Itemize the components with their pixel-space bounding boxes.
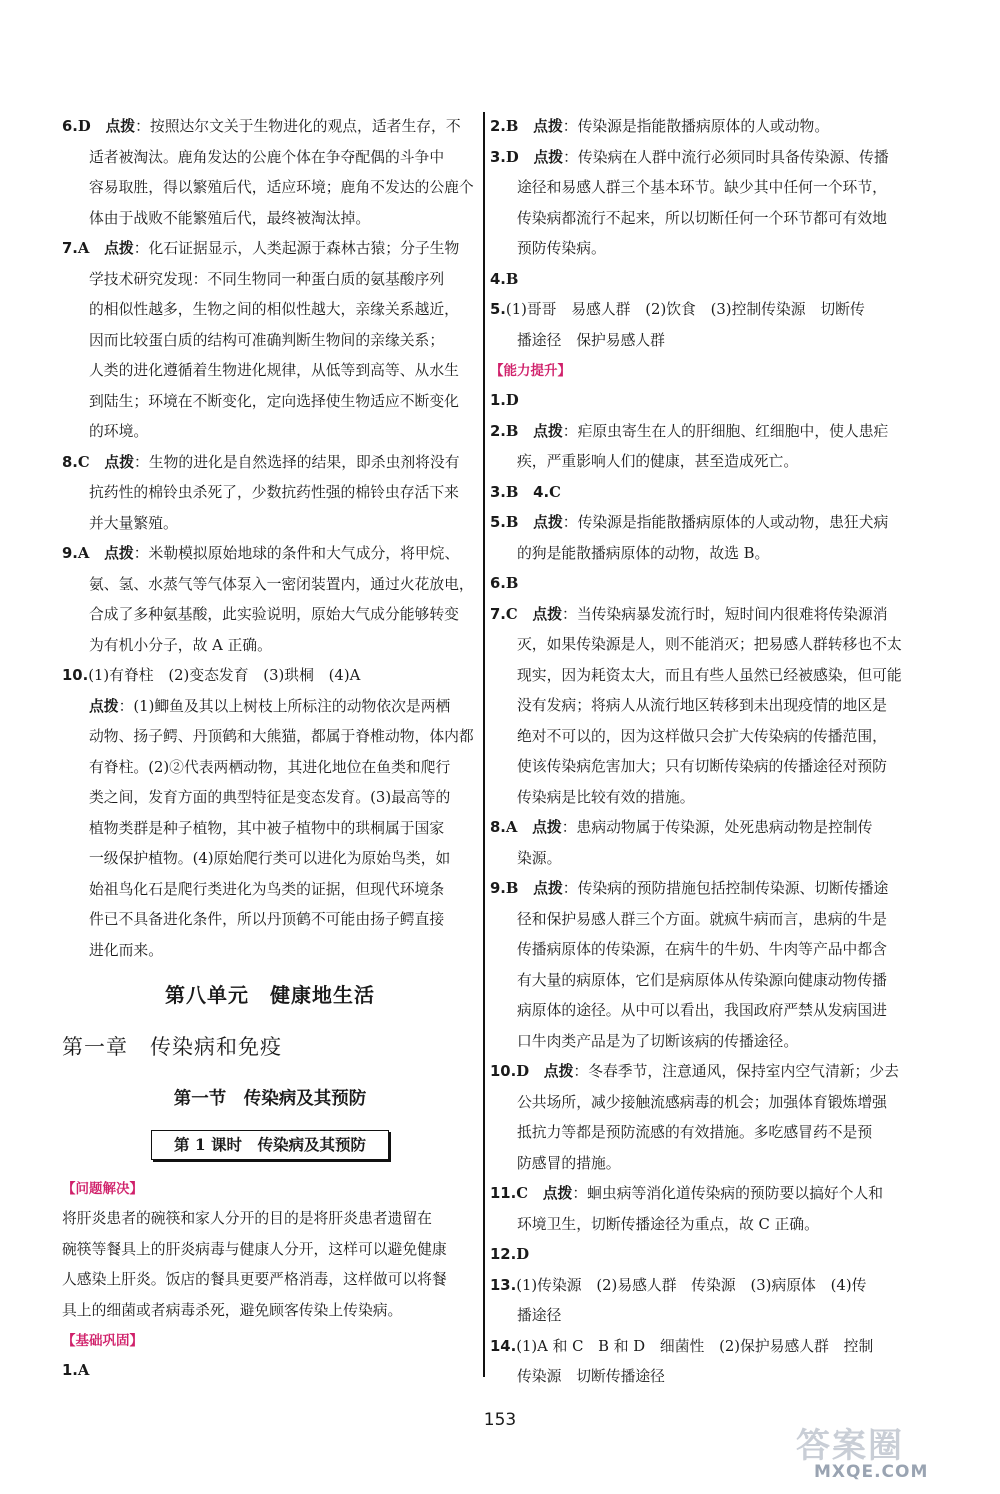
watermark-logo [792, 1418, 982, 1486]
watermark-big-text: 答案圈 [796, 1426, 904, 1466]
unit-title: 第八单元 健康地生活 [165, 983, 375, 1007]
answer-item-10: 10.(1)有脊柱 (2)变态发育 (3)珙桐 (4)A 点拨：(1)鲫鱼及其以上树枝上所标注的动物依次是两栖 动物、扬子鳄、丹顶鹤和大熊猫，都属于脊椎动物，体内都 有脊柱。(2)②代表两栖动物，其进化地位在鱼类和爬行 类之间，发育方面的典型特征是变态发育。(3)最高等的 植物类群是种子植物，其中被子植物中的珙桐属于国家 一级保护植物。(4)原始爬行类可以进化为原始鸟类，如 始祖鸟化石是爬行类进化为鸟类的证据，但现代环境条 件已不具备进化条件，所以丹顶鹤不可能由扬子鳄直接 进化而来。 [62, 667, 474, 959]
tag-problem-solving: 【问题解决】 [62, 1181, 143, 1197]
ability-item-10: 10.D 点拨：冬春季节，注意通风，保持室内空气清新；少去 公共场所，减少接触流感病毒的机会；加强体育锻炼增强 抵抗力等都是预防流感的有效措施。多吃感冒药不是预 防感冒的措施。 [490, 1063, 899, 1172]
chapter-title: 第一章 传染病和免疫 [62, 1035, 282, 1059]
ability-item-7: 7.C 点拨：当传染病暴发流行时，短时间内很难将传染源消 灭，如果传染源是人，则不能消灭；把易感人群转移也不太 现实，因为耗资太大，而且有些人虽然已经被感染，但可能 没有发病；将病人从流行地区转移到未出现疫情的地区是 绝对不可以的，因为这样做只会扩大传染病的传播范围， 使该传染病危害加大；只有切断传染病的传播途径对预防 传染病是比较有效的措施。 [490, 605, 902, 806]
ability-item-2: 2.B 点拨：疟原虫寄生在人的肝细胞、红细胞中，使人患疟 疾，严重影响人们的健康，甚至造成死亡。 [490, 422, 889, 470]
answer-item-7: 7.A 点拨：化石证据显示，人类起源于森林古猿；分子生物 学技术研究发现：不同生物同一种蛋白质的氨基酸序列 的相似性越多，生物之间的相似性越大，亲缘关系越近， 因而比较蛋白质的结构可准确判断生物间的亲缘关系； 人类的进化遵循着生物进化规律，从低等到高等、从水生 到陆生；环境在不断变化，定向选择使生物适应不断变化 的环境。 [62, 240, 460, 440]
basic-item-1: 1.A [62, 1362, 90, 1379]
basic-item-3: 3.D 点拨：传染病在人群中流行必须同时具备传染源、传播 途径和易感人群三个基本环节。缺少其中任何一个环节， 传染病都流行不起来，所以切断任何一个环节都可有效地 预防传染病。 [490, 148, 889, 257]
tag-ability-improvement: 【能力提升】 [490, 363, 571, 379]
answer-item-9: 9.A 点拨：米勒模拟原始地球的条件和大气成分，将甲烷、 氨、氢、水蒸气等气体泵入一密闭装置内，通过火花放电， 合成了多种氨基酸，此实验说明，原始大气成分能够转变 为有机小分子，故 A 正确。 [62, 545, 474, 654]
basic-item-4: 4.B [490, 270, 519, 288]
ability-item-9: 9.B 点拨：传染病的预防措施包括控制传染源、切断传播途 径和保护易感人群三个方面。就疯牛病而言，患病的牛是 传播病原体的传染源，在病牛的牛奶、牛肉等产品中都含 有大量的病原体，它们是病原体从传染源向健康动物传播 病原体的途径。从中可以看出，我国政府严禁从发病国进 口牛肉类产品是为了切断该病的传播途径。 [490, 880, 889, 1050]
column-divider [483, 112, 485, 1377]
problem-solving-text: 将肝炎患者的碗筷和家人分开的目的是将肝炎患者遗留在 碗筷等餐具上的肝炎病毒与健康人分开，这样可以避免健康 人感染上肝炎。饭店的餐具更要严格消毒，这样做可以将餐 具上的细菌或者病毒杀死，避免顾客传染上传染病。 [62, 1210, 447, 1319]
ability-item-11: 11.C 点拨：蛔虫病等消化道传染病的预防要以搞好个人和 环境卫生，切断传播途径为重点，故 C 正确。 [490, 1185, 884, 1233]
page-number: 153 [483, 1410, 517, 1430]
ability-item-3-4: 3.B 4.C [490, 483, 561, 501]
right-column [490, 112, 906, 1393]
tag-basic-consolidation: 【基础巩固】 [62, 1333, 143, 1349]
basic-item-2: 2.B 点拨：传染源是指能散播病原体的人或动物。 [490, 118, 830, 135]
ability-item-12: 12.D [490, 1246, 530, 1263]
left-column [62, 112, 478, 1387]
ability-item-5: 5.B 点拨：传染源是指能散播病原体的人或动物，患狂犬病 的狗是能散播病原体的动物，故选 B。 [490, 514, 889, 562]
lesson-title-box: 第 1 课时 传染病及其预防 [151, 1130, 389, 1160]
section-title: 第一节 传染病及其预防 [173, 1089, 367, 1109]
answer-item-8: 8.C 点拨：生物的进化是自然选择的结果，即杀虫剂将没有 抗药性的棉铃虫杀死了，少数抗药性强的棉铃虫存活下来 并大量繁殖。 [62, 453, 460, 532]
basic-item-5: 5.(1)哥哥 易感人群 (2)饮食 (3)控制传染源 切断传 播途径 保护易感人群 [490, 301, 865, 349]
ability-item-13: 13.(1)传染源 (2)易感人群 传染源 (3)病原体 (4)传 播途径 [490, 1276, 867, 1324]
ability-item-8: 8.A 点拨：患病动物属于传染源，处死患病动物是控制传 染源。 [490, 819, 873, 867]
watermark-url: MXQE.COM [814, 1462, 929, 1482]
answer-item-6: 6.D 点拨：按照达尔文关于生物进化的观点，适者生存，不 适者被淘汰。鹿角发达的公鹿个体在争夺配偶的斗争中 容易取胜，得以繁殖后代，适应环境；鹿角不发达的公鹿个 体由于战败不能繁殖后代，最终被淘汰掉。 [62, 118, 474, 227]
ability-item-6: 6.B [490, 575, 519, 592]
ability-item-1: 1.D [490, 392, 519, 409]
ability-item-14: 14.(1)A 和 C B 和 D 细菌性 (2)保护易感人群 控制 传染源 切断传播途径 [490, 1337, 874, 1385]
